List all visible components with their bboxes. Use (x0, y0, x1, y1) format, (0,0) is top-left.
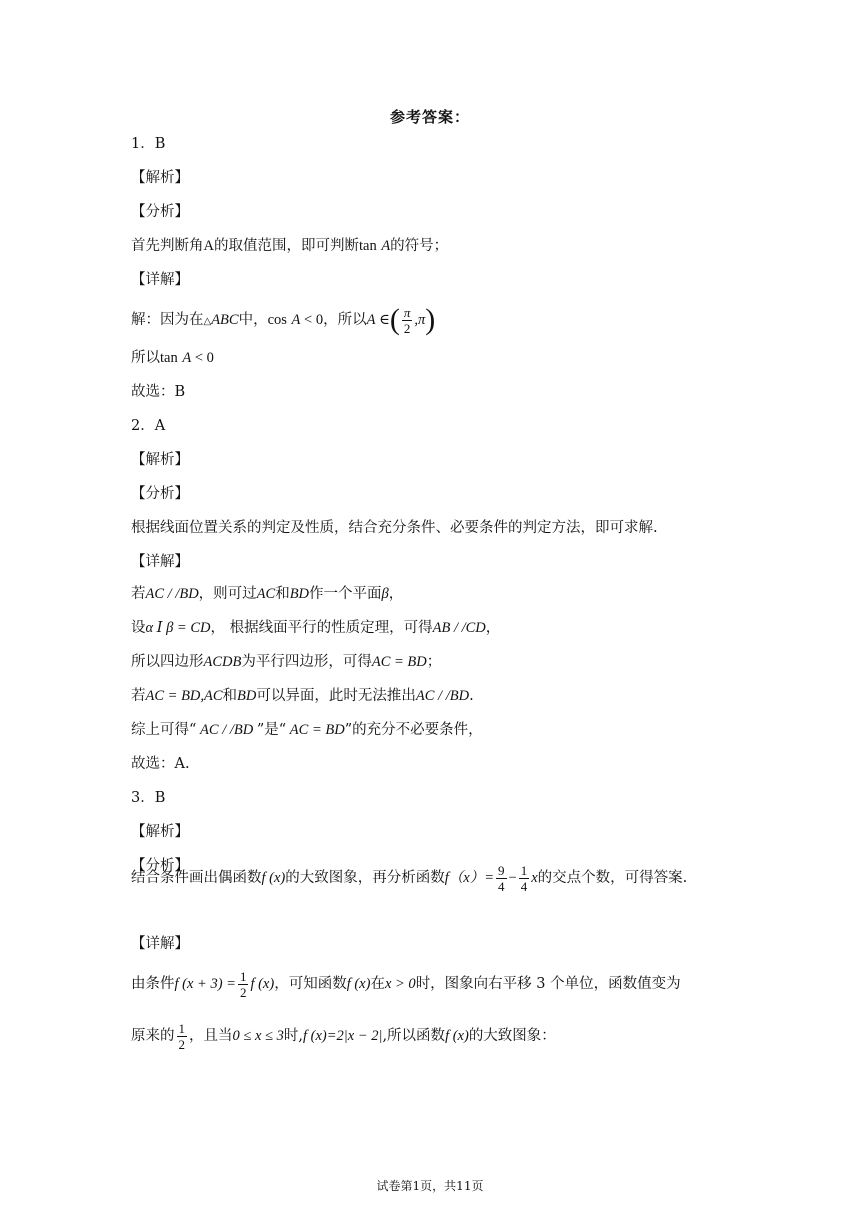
q2-detail-line1: 若AC / /BD，则可过AC和BD作一个平面β， (131, 586, 404, 602)
page-footer: 试卷第1页，共11页 (376, 1179, 484, 1193)
q1-fenxi-heading: 【分析】 (131, 204, 189, 220)
q3-fenxi-heading: 【分析】 (131, 858, 189, 874)
q2-detail-line4: 若AC = BD,AC和BD可以异面，此时无法推出AC / /BD. (131, 688, 474, 704)
page-title: 参考答案： (389, 108, 470, 126)
q3-detail-line2: 原来的 $\frac{1}{2}$ ，且当0 ≤ x ≤ 3时,f (x)=2|x − 2|,所以函数f (x)的大致图象： (131, 1020, 556, 1052)
q2-fenxi-text: 根据线面位置关系的判定及性质，结合充分条件、必要条件的判定方法，即可求解. (131, 520, 658, 536)
q2-detail-line5: 综上可得“ AC / /BD ”是“ AC = BD”的充分不必要条件， (131, 722, 483, 738)
q2-answer: 2．A (131, 418, 166, 434)
q3-detail-line1: 由条件f (x + 3) = $\frac{1}{2}$ f (x)，可知函数f (x)在x > 0时，图象向右平移 3 个单位，函数值变为 (131, 968, 681, 1000)
q2-xiangjie-heading: 【详解】 (131, 554, 189, 570)
q1-xiangjie-heading: 【详解】 (131, 272, 189, 288)
q1-fenxi-text: 首先判断角A的取值范围，即可判断tan A的符号； (131, 238, 449, 254)
q1-choice: 故选：B (131, 384, 186, 400)
q2-choice: 故选：A. (131, 756, 190, 772)
q2-fenxi-heading: 【分析】 (131, 486, 189, 502)
q2-detail-line2: 设α Ⅰ β = CD， 根据线面平行的性质定理，可得AB / /CD， (131, 620, 501, 636)
q1-detail-line2: 所以tan A < 0 (131, 350, 214, 366)
q2-jiexi-heading: 【解析】 (131, 452, 189, 468)
q3-xiangjie-heading: 【详解】 (131, 936, 189, 952)
q1-detail-line1: 解：因为在△ABC中，cos A < 0，所以A ∈( $\frac{\pi}{2}$ ,π) (131, 303, 436, 336)
q3-jiexi-heading: 【解析】 (131, 824, 189, 840)
q2-detail-line3: 所以四边形ACDB为平行四边形，可得AC = BD； (131, 654, 442, 670)
q3-fenxi-text: 结合条件画出偶函数f (x)的大致图象，再分析函数f（x）= $\frac{9}{4}$ − $\frac{1}{4}$ x的交点个数，可得答案. (131, 862, 688, 894)
q3-answer: 3．B (131, 790, 166, 806)
q1-jiexi-heading: 【解析】 (131, 170, 189, 186)
q1-answer: 1．B (131, 136, 166, 152)
